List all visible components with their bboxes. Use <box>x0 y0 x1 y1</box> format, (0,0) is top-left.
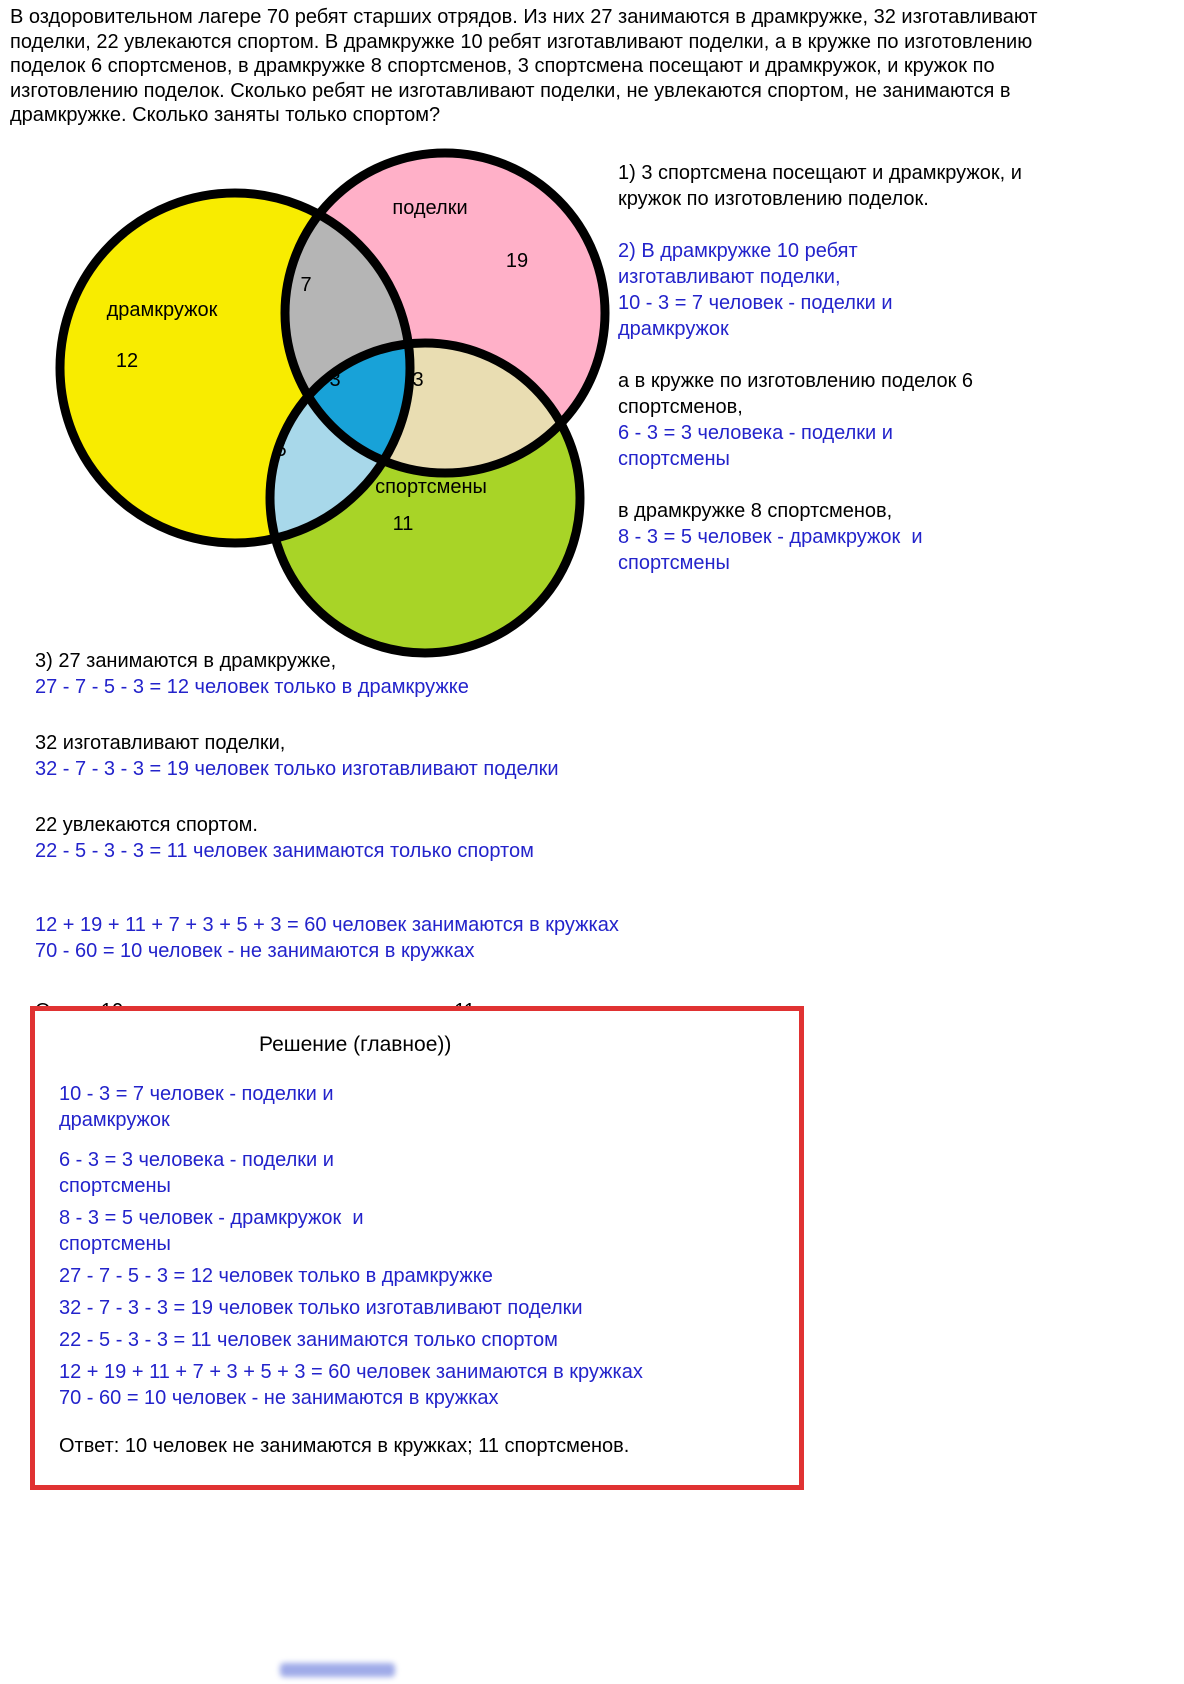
text-line: изготавливают поделки, <box>618 266 841 288</box>
text-line: 8 - 3 = 5 человек - драмкружок и <box>59 1207 364 1229</box>
text-line: 10 - 3 = 7 человек - поделки и <box>618 292 893 314</box>
venn-diagram <box>25 148 645 678</box>
text-line: 22 увлекаются спортом. <box>35 814 258 836</box>
text-line: в драмкружке 8 спортсменов, <box>618 500 893 522</box>
text-line: 70 - 60 = 10 человек - не занимаются в кружках <box>59 1387 499 1409</box>
text-line: 1) 3 спортсмена посещают и драмкружок, и <box>618 162 1022 184</box>
text-line: 27 - 7 - 5 - 3 = 12 человек только в драмкружке <box>35 676 469 698</box>
text-line: спортсмены <box>59 1233 171 1255</box>
text-line: а в кружке по изготовлению поделок 6 <box>618 370 974 392</box>
text-line: 27 - 7 - 5 - 3 = 12 человек только в драмкружке <box>59 1265 493 1287</box>
venn-svg <box>25 148 645 678</box>
text-line: 10 - 3 = 7 человек - поделки и <box>59 1083 334 1105</box>
value-podelki-only: 19 <box>505 250 529 272</box>
value-dram-sport: 5 <box>275 439 287 461</box>
text-line: 3) 27 занимаются в драмкружке, <box>35 650 337 672</box>
text-line: 32 - 7 - 3 - 3 = 19 человек только изготавливают поделки <box>59 1297 583 1319</box>
text-line: спортсмены <box>59 1175 171 1197</box>
text-line: спортсмены <box>618 448 730 470</box>
text-line: 12 + 19 + 11 + 7 + 3 + 5 + 3 = 60 человек занимаются в кружках <box>59 1361 643 1383</box>
text-line: 8 - 3 = 5 человек - драмкружок и <box>618 526 923 548</box>
value-dram-podelki: 7 <box>300 274 312 296</box>
steps-1-2-text <box>618 160 1098 576</box>
solution-box-title: Решение (главное)) <box>259 1033 452 1056</box>
text-line: кружок по изготовлению поделок. <box>618 188 929 210</box>
text-line: драмкружок <box>59 1109 170 1131</box>
text-line: 2) В драмкружке 10 ребят <box>618 240 858 262</box>
text-line: Ответ: 10 человек не занимаются в кружках; 11 спортсменов. <box>59 1435 630 1457</box>
label-dram: драмкружок <box>106 299 218 321</box>
value-dram-only: 12 <box>115 350 139 372</box>
text-line: 22 - 5 - 3 - 3 = 11 человек занимаются только спортом <box>59 1329 558 1351</box>
label-sport: спортсмены <box>375 476 487 498</box>
text-line: 70 - 60 = 10 человек - не занимаются в кружках <box>35 940 475 962</box>
text-line: 12 + 19 + 11 + 7 + 3 + 5 + 3 = 60 человек занимаются в кружках <box>35 914 619 936</box>
solution-summary-box <box>30 1006 804 1490</box>
text-line: 6 - 3 = 3 человека - поделки и <box>59 1149 334 1171</box>
text-line: драмкружок <box>618 318 729 340</box>
text-line: 32 - 7 - 3 - 3 = 19 человек только изготавливают поделки <box>35 758 559 780</box>
text-line: 32 изготавливают поделки, <box>35 732 286 754</box>
step-3-text <box>35 648 735 1024</box>
value-sport-only: 11 <box>392 513 414 535</box>
watermark-smudge <box>280 1663 395 1677</box>
text-line: 6 - 3 = 3 человека - поделки и <box>618 422 893 444</box>
text-line: спортсменов, <box>618 396 743 418</box>
text-line: спортсмены <box>618 552 730 574</box>
label-podelki: поделки <box>392 197 468 219</box>
text-line: 22 - 5 - 3 - 3 = 11 человек занимаются только спортом <box>35 840 534 862</box>
value-podelki-sport: 3 <box>412 369 424 391</box>
value-center: 3 <box>329 369 341 391</box>
problem-statement: В оздоровительном лагере 70 ребят старших отрядов. Из них 27 занимаются в драмкружке, 32 изготавливают поделки, 22 увлекаются спортом. В драмкружке 10 ребят изготавливают поделки, а в кружке по изготовлению поделок 6 спортсменов, в драмкружке 8 спортсменов, 3 спортсмена посещают и драмкружок, и кружок по изготовлению поделок. Сколько ребят не изготавливают поделки, не увлекаются спортом, не занимаются в драмкружке. Сколько заняты только спортом? <box>10 6 1038 126</box>
solution-box-lines <box>59 1081 779 1459</box>
